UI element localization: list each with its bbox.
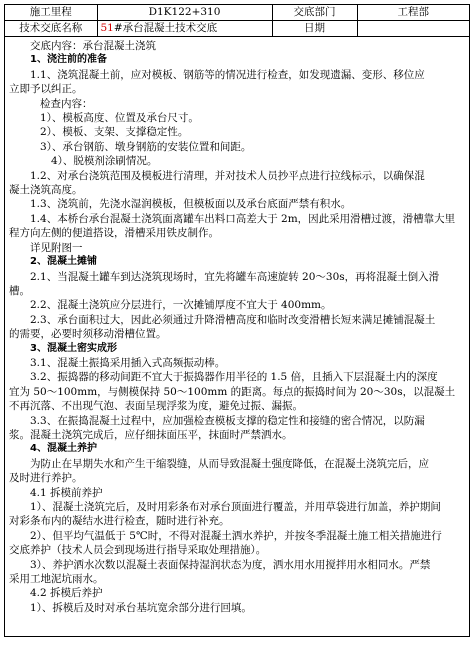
content-line: 3.3、在振捣混凝土过程中，应加强检查模板支撑的稳定性和接缝的密合情况，以防漏 bbox=[30, 414, 425, 427]
disclosure-document bbox=[4, 4, 470, 637]
content-line: 3.1、混凝土振捣采用插入式高频振动棒。 bbox=[30, 356, 226, 369]
content-line: 2.2、混凝土浇筑应分层进行，一次摊铺厚度不宜大于 400mm。 bbox=[30, 299, 332, 312]
content-line: 宜为 50～100mm，与侧模保持 50～100mm 的距离。每点的振捣时间为 20～30s，以混凝土 bbox=[9, 385, 456, 398]
section-heading: 1、浇注前的准备 bbox=[30, 54, 107, 66]
label-department: 交底部门 bbox=[272, 5, 357, 21]
content-line: 1.1、浇筑混凝土前，应对模板、钢筋等的情况进行检查，如发现遗漏、变形、移位应 bbox=[30, 68, 425, 81]
value-disclosure-name bbox=[97, 21, 272, 37]
content-line: 及时进行养护。 bbox=[9, 472, 83, 485]
content-line: 3）、养护洒水次数以混凝土表面保持湿润状态为度，洒水用水用搅拌用水相同水。严禁 bbox=[30, 558, 431, 571]
section-heading: 4、混凝土养护 bbox=[30, 443, 97, 455]
content-line: 1）、拆模后及时对承台基坑宽余部分进行回填。 bbox=[30, 601, 252, 614]
content-line: 4）、脱模剂涂刷情况。 bbox=[51, 155, 158, 168]
content-line: 3）、承台钢筋、墩身钢筋的安装位置和间距。 bbox=[40, 140, 252, 153]
content-line: 1）、混凝土浇筑完后，及时用彩条布对承台顶面进行覆盖，并用草袋进行加盖，养护期间 bbox=[30, 501, 441, 513]
label-date: 日期 bbox=[272, 21, 357, 37]
value-mileage: D1K122+310 bbox=[97, 5, 272, 21]
content-line: 1）、模板高度、位置及承台尺寸。 bbox=[40, 112, 199, 125]
content-line: 3.2、振捣器的移动间距不宜大于振捣器作用半径的 1.5 倍，且插入下层混凝土内的深度 bbox=[30, 371, 438, 384]
content-line: 4.2 拆模后养护 bbox=[30, 587, 103, 600]
content-line: 2.3、承台面积过大，因此必须通过升降滑槽高度和临时改变滑槽长短来满足摊铺混凝土 bbox=[30, 313, 436, 326]
disclosure-title: #承台混凝土技术交底 bbox=[113, 22, 218, 34]
value-department: 工程部 bbox=[357, 5, 469, 21]
content-line: 对彩条布内的凝结水进行检查，随时进行补充。 bbox=[9, 515, 230, 528]
content-line: 1.3、浇筑前，先浇水湿润模板，但模板面以及承台底面严禁有积水。 bbox=[30, 198, 352, 211]
content-line: 不再沉落、不出现气泡、表面呈现浮浆为度，避免过振、漏振。 bbox=[9, 400, 303, 413]
content-line: 的需要，必要时须移动滑槽位置。 bbox=[9, 328, 167, 341]
header-table bbox=[5, 5, 469, 37]
content-title: 交底内容：承台混凝土浇筑 bbox=[30, 40, 156, 52]
label-mileage: 施工里程 bbox=[5, 5, 97, 21]
disclosure-content bbox=[5, 37, 469, 615]
section-heading: 3、混凝土密实成形 bbox=[30, 342, 117, 354]
content-line: 2）、但平均气温低于 5℃时，不得对混凝土洒水养护，并按冬季混凝土施工相关措施进行 bbox=[30, 529, 442, 542]
content-line: 槽。 bbox=[9, 284, 30, 297]
content-line: 2）、模板、支架、支撑稳定性。 bbox=[40, 126, 189, 139]
content-line: 详见附图一 bbox=[30, 241, 83, 254]
content-line: 为防止在早期失水和产生干缩裂缝，从而导致混凝土强度降低，在混凝土浇筑完后，应 bbox=[30, 457, 429, 470]
disclosure-number: 51 bbox=[100, 22, 114, 34]
content-line: 采用工地泥坑雨水。 bbox=[9, 573, 104, 586]
header-row-mileage bbox=[5, 5, 469, 21]
value-date bbox=[357, 21, 469, 37]
content-line: 交底养护（技术人员会到现场进行指导采取处理措施）。 bbox=[9, 544, 267, 557]
content-line: 浆。混凝土浇筑完成后，应仔细抹面压平，抹面时严禁洒水。 bbox=[9, 428, 293, 441]
content-line: 4.1 拆模前养护 bbox=[30, 486, 103, 499]
content-line: 1.2、对承台浇筑范围及模板进行清理，并对技术人员抄平点进行拉线标示，以确保混 bbox=[30, 169, 425, 182]
content-line: 1.4、本桥台承台混凝土浇筑面离罐车出料口高差大于 2m，因此采用滑槽过渡，滑槽靠大里 bbox=[30, 212, 456, 225]
content-line: 检查内容： bbox=[40, 97, 93, 110]
content-lines bbox=[9, 53, 465, 615]
section-heading: 2、混凝土摊铺 bbox=[30, 256, 97, 268]
content-line: 立即予以纠正。 bbox=[9, 83, 83, 96]
content-line: 凝土浇筑高度。 bbox=[9, 184, 83, 197]
content-line: 2.1、当混凝土罐车到达浇筑现场时，宜先将罐车高速旋转 20～30s，再将混凝土倒入滑 bbox=[30, 270, 440, 283]
header-row-name bbox=[5, 21, 469, 37]
content-line: 程方向左侧的便道搭设，滑槽采用铁皮制作。 bbox=[9, 227, 219, 240]
label-disclosure-name: 技术交底名称 bbox=[5, 21, 97, 37]
